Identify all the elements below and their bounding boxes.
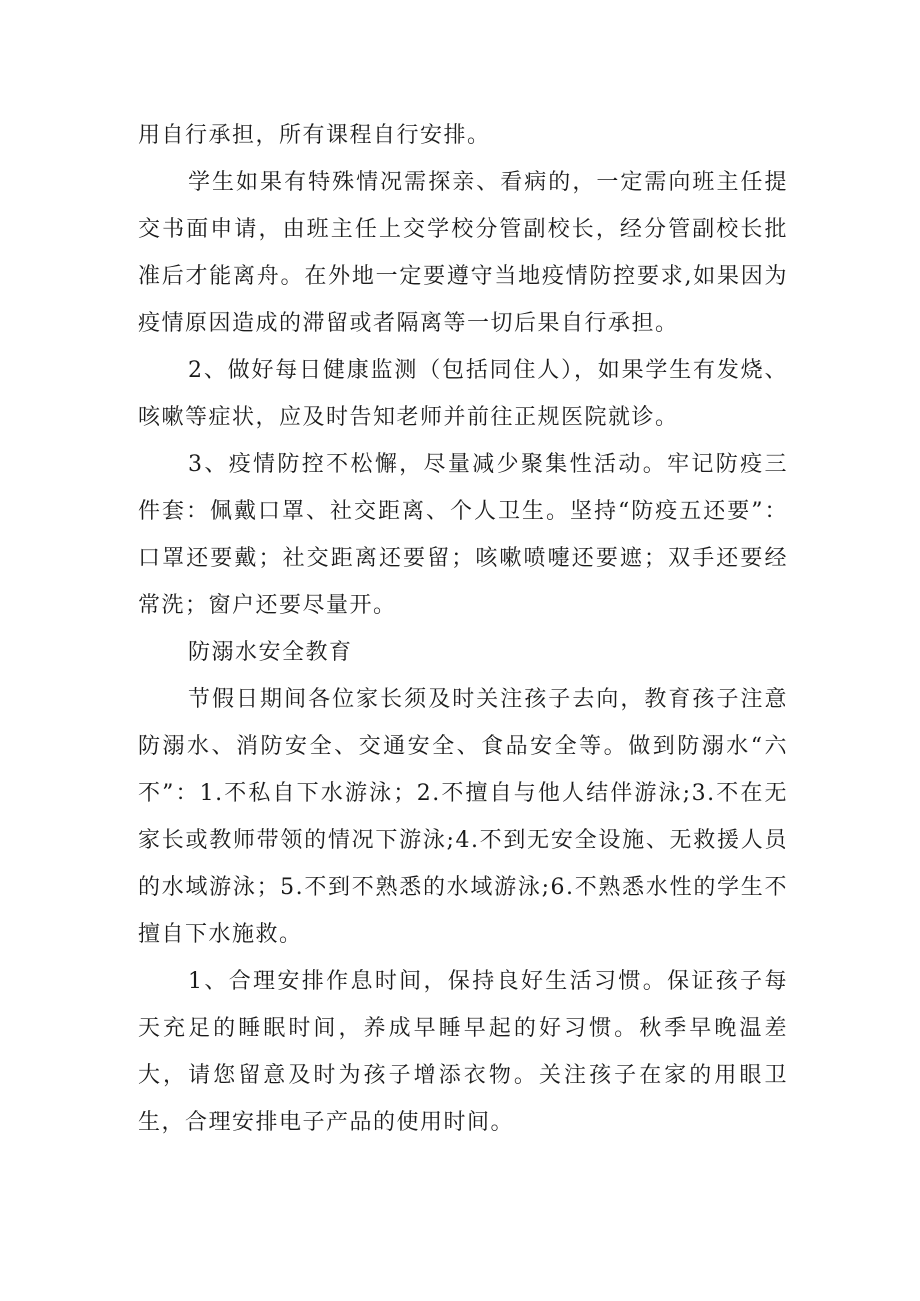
paragraph-health-monitoring: 2、做好每日健康监测（包括同住人），如果学生有发烧、咳嗽等症状，应及时告知老师并前往正规医院就诊。: [138, 358, 788, 430]
document-body: [138, 112, 788, 1146]
paragraph-epidemic-prevention: 3、疫情防控不松懈，尽量减少聚集性活动。牢记防疫三件套：佩戴口罩、社交距离、个人卫生。坚持“防疫五还要”：口罩还要戴；社交距离还要留；咳嗽喷嚏还要遮；双手还要经常洗；窗户还要尽量开。: [138, 452, 788, 618]
paragraph-drowning-six-nots: 节假日期间各位家长须及时关注孩子去向，教育孩子注意防溺水、消防安全、交通安全、食品安全等。做到防溺水“六不”：1.不私自下水游泳；2.不擅自与他人结伴游泳;3.不在无家长或教师带领的情况下游泳;4.不到无安全设施、无救援人员的水域游泳；5.不到不熟悉的水域游泳;6.不熟悉水性的学生不擅自下水施救。: [138, 687, 788, 947]
paragraph-leave-request: 学生如果有特殊情况需探亲、看病的，一定需向班主任提交书面申请，由班主任上交学校分管副校长，经分管副校长批准后才能离舟。在外地一定要遵守当地疫情防控要求,如果因为疫情原因造成的滞留或者隔离等一切后果自行承担。: [138, 170, 788, 336]
section-heading-drowning-prevention: 防溺水安全教育: [188, 640, 353, 665]
paragraph-continuation: 用自行承担，所有课程自行安排。: [138, 123, 491, 148]
paragraph-daily-routine: 1、合理安排作息时间，保持良好生活习惯。保证孩子每天充足的睡眠时间，养成早睡早起的好习惯。秋季早晚温差大，请您留意及时为孩子增添衣物。关注孩子在家的用眼卫生，合理安排电子产品的使用时间。: [138, 969, 788, 1135]
